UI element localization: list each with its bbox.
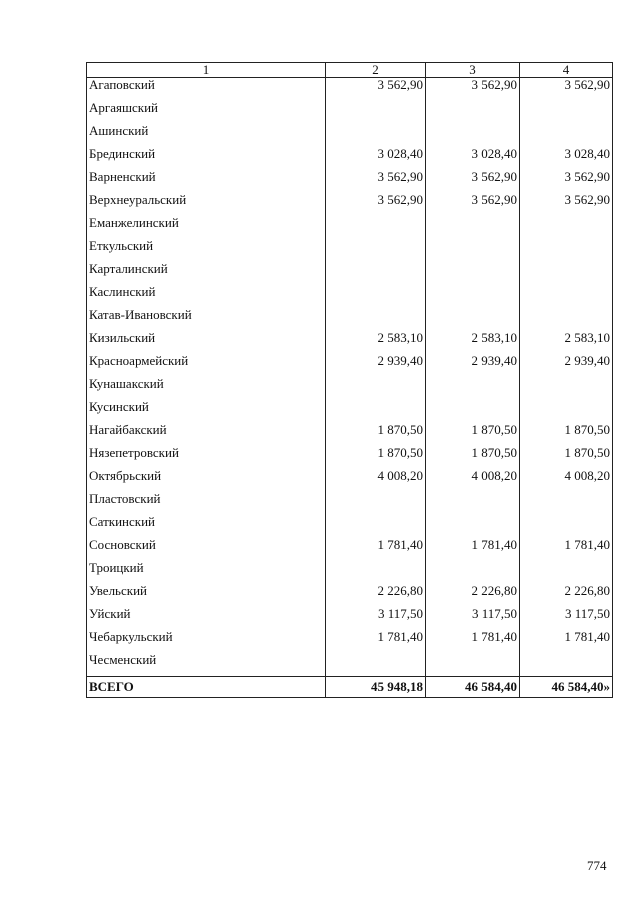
- table-row: [87, 607, 613, 630]
- value-col2: 3 028,40: [326, 147, 426, 170]
- value-col4: 2 583,10: [520, 331, 613, 354]
- district-name: Еманжелинский: [87, 216, 326, 239]
- value-col2: 1 870,50: [326, 446, 426, 469]
- district-name: Нагайбакский: [87, 423, 326, 446]
- value-col4: [520, 216, 613, 239]
- value-col4: [520, 400, 613, 423]
- value-col4: 4 008,20: [520, 469, 613, 492]
- value-col4: [520, 308, 613, 331]
- district-name: Каслинский: [87, 285, 326, 308]
- page-number: 774: [587, 858, 607, 873]
- value-col4: 3 562,90: [520, 170, 613, 193]
- table-body: [87, 78, 613, 677]
- district-name: Верхнеуральский: [87, 193, 326, 216]
- value-col3: [426, 101, 520, 124]
- value-col3: 1 870,50: [426, 423, 520, 446]
- district-name: Кунашакский: [87, 377, 326, 400]
- value-col4: [520, 515, 613, 538]
- value-col3: 1 870,50: [426, 446, 520, 469]
- value-col4: 2 939,40: [520, 354, 613, 377]
- value-col3: 4 008,20: [426, 469, 520, 492]
- table-row: [87, 285, 613, 308]
- value-col2: 3 562,90: [326, 170, 426, 193]
- column-header-4: 4: [520, 63, 613, 78]
- total-row: [87, 677, 613, 698]
- district-name: Ашинский: [87, 124, 326, 147]
- table-row: [87, 354, 613, 377]
- value-col4: 1 781,40: [520, 538, 613, 561]
- district-name: Кизильский: [87, 331, 326, 354]
- value-col2: [326, 561, 426, 584]
- value-col2: [326, 308, 426, 331]
- table-row: [87, 492, 613, 515]
- allocation-table: [86, 62, 613, 698]
- district-name: Уйский: [87, 607, 326, 630]
- table-row: [87, 630, 613, 653]
- district-name: Нязепетровский: [87, 446, 326, 469]
- table-row: [87, 561, 613, 584]
- value-col4: [520, 492, 613, 515]
- table-row: [87, 423, 613, 446]
- value-col2: [326, 492, 426, 515]
- value-col3: [426, 262, 520, 285]
- value-col3: [426, 216, 520, 239]
- value-col3: [426, 285, 520, 308]
- district-name: Катав-Ивановский: [87, 308, 326, 331]
- value-col3: 2 939,40: [426, 354, 520, 377]
- value-col3: [426, 377, 520, 400]
- value-col4: [520, 262, 613, 285]
- table-row: [87, 170, 613, 193]
- value-col2: 3 117,50: [326, 607, 426, 630]
- district-name: Варненский: [87, 170, 326, 193]
- value-col3: 3 562,90: [426, 78, 520, 102]
- district-name: Агаповский: [87, 78, 326, 102]
- value-col2: 4 008,20: [326, 469, 426, 492]
- value-col3: 3 562,90: [426, 170, 520, 193]
- value-col3: [426, 653, 520, 677]
- district-name: Кусинский: [87, 400, 326, 423]
- value-col4: [520, 377, 613, 400]
- table-row: [87, 469, 613, 492]
- value-col2: [326, 400, 426, 423]
- value-col2: 3 562,90: [326, 193, 426, 216]
- table-row: [87, 262, 613, 285]
- value-col4: 3 562,90: [520, 193, 613, 216]
- value-col4: 2 226,80: [520, 584, 613, 607]
- value-col2: [326, 515, 426, 538]
- district-name: Карталинский: [87, 262, 326, 285]
- value-col4: 1 870,50: [520, 446, 613, 469]
- value-col3: [426, 561, 520, 584]
- value-col4: 1 781,40: [520, 630, 613, 653]
- district-name: Чебаркульский: [87, 630, 326, 653]
- value-col4: 3 117,50: [520, 607, 613, 630]
- value-col3: 2 226,80: [426, 584, 520, 607]
- value-col4: [520, 561, 613, 584]
- value-col3: 3 028,40: [426, 147, 520, 170]
- value-col2: [326, 101, 426, 124]
- value-col2: 1 781,40: [326, 538, 426, 561]
- table-row: [87, 538, 613, 561]
- value-col3: [426, 308, 520, 331]
- value-col2: [326, 216, 426, 239]
- value-col3: 2 583,10: [426, 331, 520, 354]
- value-col4: [520, 101, 613, 124]
- value-col2: 1 781,40: [326, 630, 426, 653]
- total-value-col4: 46 584,40»: [520, 677, 613, 698]
- table-row: [87, 147, 613, 170]
- value-col3: 1 781,40: [426, 538, 520, 561]
- value-col3: 3 117,50: [426, 607, 520, 630]
- total-label: ВСЕГО: [87, 677, 326, 698]
- value-col4: 3 562,90: [520, 78, 613, 102]
- table-row: [87, 653, 613, 677]
- district-name: Сосновский: [87, 538, 326, 561]
- value-col4: [520, 239, 613, 262]
- value-col3: [426, 124, 520, 147]
- column-header-1: 1: [87, 63, 326, 78]
- district-name: Аргаяшский: [87, 101, 326, 124]
- value-col2: [326, 239, 426, 262]
- value-col4: [520, 285, 613, 308]
- value-col2: 2 226,80: [326, 584, 426, 607]
- header-row: [87, 63, 613, 78]
- table-row: [87, 78, 613, 102]
- district-name: Саткинский: [87, 515, 326, 538]
- district-name: Троицкий: [87, 561, 326, 584]
- value-col2: [326, 377, 426, 400]
- table-row: [87, 377, 613, 400]
- table-row: [87, 193, 613, 216]
- table-row: [87, 101, 613, 124]
- total-value-col2: 45 948,18: [326, 677, 426, 698]
- value-col2: [326, 653, 426, 677]
- district-name: Красноармейский: [87, 354, 326, 377]
- column-header-3: 3: [426, 63, 520, 78]
- value-col2: [326, 124, 426, 147]
- value-col4: [520, 653, 613, 677]
- value-col3: [426, 515, 520, 538]
- value-col4: [520, 124, 613, 147]
- value-col2: 2 583,10: [326, 331, 426, 354]
- table-row: [87, 515, 613, 538]
- table-row: [87, 308, 613, 331]
- district-name: Октябрьский: [87, 469, 326, 492]
- value-col2: 1 870,50: [326, 423, 426, 446]
- table-row: [87, 584, 613, 607]
- table-row: [87, 446, 613, 469]
- table-row: [87, 239, 613, 262]
- district-name: Увельский: [87, 584, 326, 607]
- value-col4: 3 028,40: [520, 147, 613, 170]
- table-row: [87, 331, 613, 354]
- district-name: Еткульский: [87, 239, 326, 262]
- value-col2: 2 939,40: [326, 354, 426, 377]
- value-col4: 1 870,50: [520, 423, 613, 446]
- value-col2: [326, 262, 426, 285]
- value-col3: [426, 239, 520, 262]
- table-row: [87, 400, 613, 423]
- value-col3: [426, 400, 520, 423]
- value-col3: 1 781,40: [426, 630, 520, 653]
- district-name: Пластовский: [87, 492, 326, 515]
- value-col3: 3 562,90: [426, 193, 520, 216]
- value-col2: 3 562,90: [326, 78, 426, 102]
- table-row: [87, 124, 613, 147]
- district-name: Брединский: [87, 147, 326, 170]
- column-header-2: 2: [326, 63, 426, 78]
- value-col3: [426, 492, 520, 515]
- value-col2: [326, 285, 426, 308]
- table-row: [87, 216, 613, 239]
- total-value-col3: 46 584,40: [426, 677, 520, 698]
- district-name: Чесменский: [87, 653, 326, 677]
